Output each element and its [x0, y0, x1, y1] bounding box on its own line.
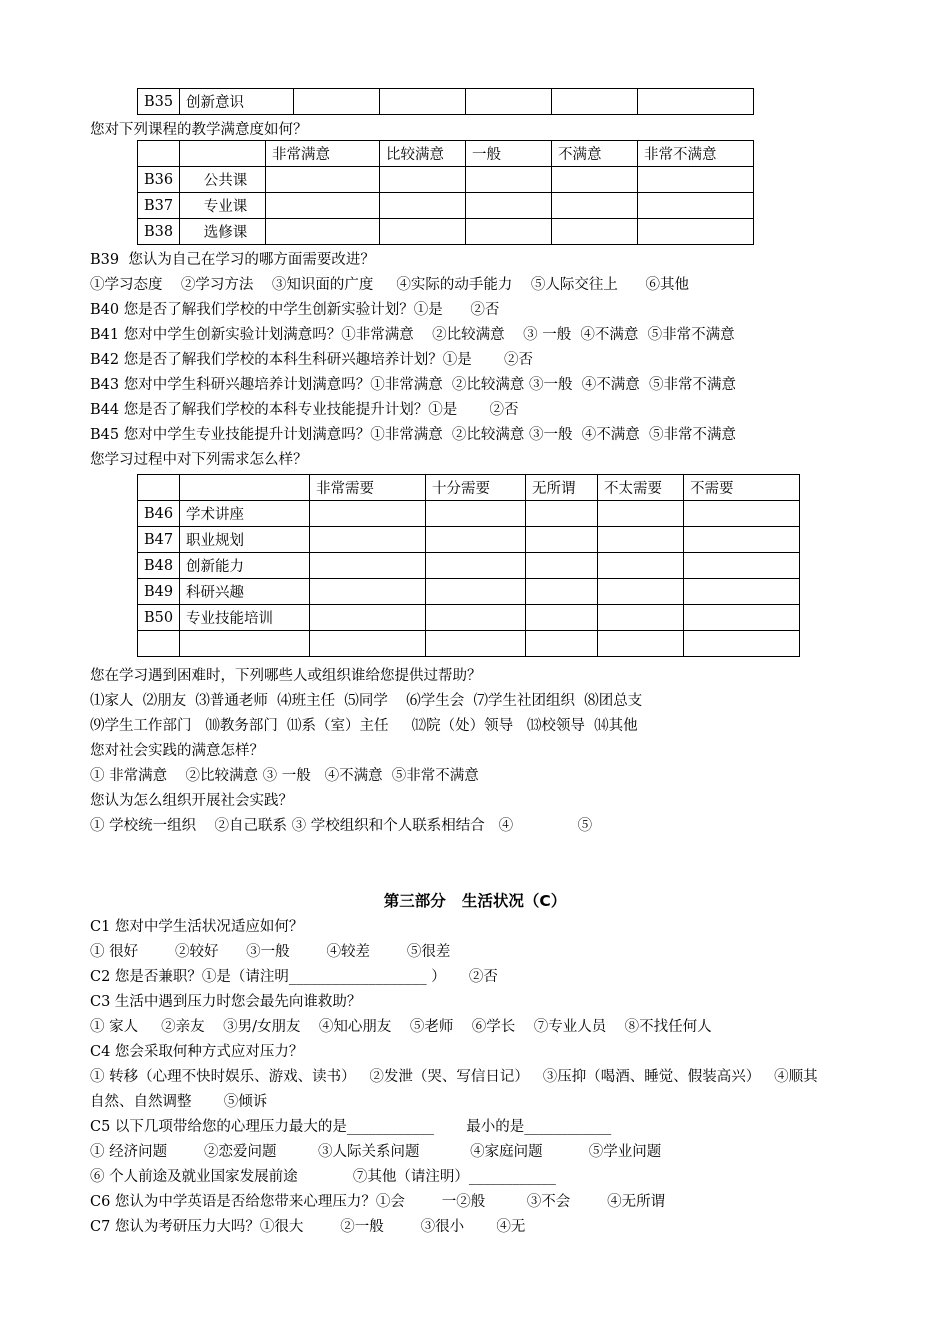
options-c5-line2[interactable]: ⑥ 个人前途及就业国家发展前途 ⑦其他（请注明）____________ [90, 1169, 556, 1185]
help-question: 您在学习遇到困难时，下列哪些人或组织谁给您提供过帮助？ [90, 668, 482, 684]
question-b42[interactable]: B42 您是否了解我们学校的本科生科研兴趣培养计划？①是 ②否 [90, 352, 533, 368]
answer-cell[interactable] [266, 193, 380, 219]
answer-cell[interactable] [310, 579, 426, 605]
answer-cell[interactable] [266, 219, 380, 245]
row-code: B38 [138, 219, 180, 245]
table-header-row [138, 475, 800, 501]
question-b41[interactable]: B41 您对中学生创新实验计划满意吗？①非常满意 ②比较满意 ③ 一般 ④不满意 ⑤非常不满意 [90, 327, 735, 343]
practice-organize-question: 您认为怎么组织开展社会实践？ [90, 793, 293, 809]
column-header: 无所谓 [526, 475, 598, 501]
course-satisfaction-question: 您对下列课程的教学满意度如何？ [90, 122, 308, 138]
answer-cell[interactable] [684, 501, 800, 527]
options-b39[interactable]: ①学习态度 ②学习方法 ③知识面的广度 ④实际的动手能力 ⑤人际交往上 ⑥其他 [90, 277, 690, 293]
answer-cell[interactable] [684, 579, 800, 605]
answer-cell[interactable] [638, 89, 754, 115]
answer-cell[interactable] [598, 553, 684, 579]
answer-cell[interactable] [310, 605, 426, 631]
row-code: B46 [138, 501, 180, 527]
answer-cell[interactable] [426, 501, 526, 527]
row-code: B35 [138, 89, 180, 115]
row-code [138, 631, 180, 657]
table-header-row [138, 141, 754, 167]
options-c4-line1[interactable]: ① 转移（心理不快时娱乐、游戏、读书） ②发泄（哭、写信日记） ③压抑（喝酒、睡觉、假装高兴） ④顺其 [90, 1069, 818, 1085]
question-b44[interactable]: B44 您是否了解我们学校的本科专业技能提升计划？①是 ②否 [90, 402, 519, 418]
help-options-1[interactable]: ⑴家人 ⑵朋友 ⑶普通老师 ⑷班主任 ⑸同学 ⑹学生会 ⑺学生社团组织 ⑻团总支 [90, 693, 643, 709]
answer-cell[interactable] [380, 219, 466, 245]
answer-cell[interactable] [526, 553, 598, 579]
row-item: 科研兴趣 [180, 579, 310, 605]
answer-cell[interactable] [380, 89, 466, 115]
answer-cell[interactable] [552, 193, 638, 219]
column-header: 不需要 [684, 475, 800, 501]
answer-cell[interactable] [310, 527, 426, 553]
column-header: 不太需要 [598, 475, 684, 501]
answer-cell[interactable] [466, 167, 552, 193]
answer-cell[interactable] [638, 193, 754, 219]
row-item: 职业规划 [180, 527, 310, 553]
answer-cell[interactable] [598, 605, 684, 631]
row-item: 创新意识 [180, 89, 294, 115]
column-header: 非常不满意 [638, 141, 754, 167]
answer-cell[interactable] [598, 527, 684, 553]
answer-cell[interactable] [426, 553, 526, 579]
row-code: B49 [138, 579, 180, 605]
question-c7[interactable]: C7 您认为考研压力大吗？①很大 ②一般 ③很小 ④无 [90, 1219, 526, 1235]
answer-cell[interactable] [466, 193, 552, 219]
answer-cell[interactable] [466, 219, 552, 245]
answer-cell[interactable] [684, 527, 800, 553]
row-item: 学术讲座 [180, 501, 310, 527]
row-code: B47 [138, 527, 180, 553]
answer-cell[interactable] [526, 605, 598, 631]
answer-cell[interactable] [598, 501, 684, 527]
table-row [138, 605, 800, 631]
answer-cell[interactable] [552, 167, 638, 193]
column-header: 非常满意 [266, 141, 380, 167]
row-code: B36 [138, 167, 180, 193]
row-item: 公共课 [180, 167, 266, 193]
table-row [138, 501, 800, 527]
options-c4-line2[interactable]: 自然、自然调整 ⑤倾诉 [90, 1094, 268, 1110]
answer-cell[interactable] [638, 219, 754, 245]
practice-satisfaction-question: 您对社会实践的满意怎样？ [90, 743, 264, 759]
answer-cell[interactable] [684, 631, 800, 657]
answer-cell[interactable] [310, 501, 426, 527]
answer-cell[interactable] [380, 167, 466, 193]
answer-cell[interactable] [426, 605, 526, 631]
question-c4: C4 您会采取何种方式应对压力？ [90, 1044, 304, 1060]
options-c3[interactable]: ① 家人 ②亲友 ③男/女朋友 ④知心朋友 ⑤老师 ⑥学长 ⑦专业人员 ⑧不找任何人 [90, 1019, 712, 1035]
row-code: B48 [138, 553, 180, 579]
answer-cell[interactable] [638, 167, 754, 193]
help-options-2[interactable]: ⑼学生工作部门 ⑽教务部门 ⑾系（室）主任 ⑿院（处）领导 ⒀校领导 ⒁其他 [90, 718, 638, 734]
answer-cell[interactable] [426, 527, 526, 553]
row-item [180, 631, 310, 657]
question-c5[interactable]: C5 以下几项带给您的心理压力最大的是____________ 最小的是____________ [90, 1119, 612, 1135]
course-satisfaction-table [137, 140, 754, 245]
table-row [138, 219, 754, 245]
options-c5-line1[interactable]: ① 经济问题 ②恋爱问题 ③人际关系问题 ④家庭问题 ⑤学业问题 [90, 1144, 662, 1160]
row-code: B37 [138, 193, 180, 219]
answer-cell[interactable] [380, 193, 466, 219]
answer-cell[interactable] [598, 579, 684, 605]
practice-satisfaction-options[interactable]: ① 非常满意 ②比较满意 ③ 一般 ④不满意 ⑤非常不满意 [90, 768, 479, 784]
answer-cell[interactable] [684, 553, 800, 579]
section-c-heading: 第三部分 生活状况（C） [383, 892, 567, 910]
question-b39: B39 您认为自己在学习的哪方面需要改进？ [90, 252, 375, 268]
answer-cell[interactable] [526, 631, 598, 657]
practice-organize-options[interactable]: ① 学校统一组织 ②自己联系 ③ 学校组织和个人联系相结合 ④ ⑤ [90, 818, 593, 834]
answer-cell[interactable] [684, 605, 800, 631]
answer-cell[interactable] [266, 167, 380, 193]
row-item: 专业技能培训 [180, 605, 310, 631]
column-header: 一般 [466, 141, 552, 167]
row-item: 专业课 [180, 193, 266, 219]
row-item: 创新能力 [180, 553, 310, 579]
row-code: B50 [138, 605, 180, 631]
row-item: 选修课 [180, 219, 266, 245]
column-header: 比较满意 [380, 141, 466, 167]
table-row [138, 553, 800, 579]
column-header: 非常需要 [310, 475, 426, 501]
needs-question: 您学习过程中对下列需求怎么样？ [90, 452, 308, 468]
answer-cell[interactable] [294, 89, 380, 115]
learning-needs-table [137, 474, 800, 657]
question-c6[interactable]: C6 您认为中学英语是否给您带来心理压力？①会 一②般 ③不会 ④无所谓 [90, 1194, 666, 1210]
question-b43[interactable]: B43 您对中学生科研兴趣培养计划满意吗？①非常满意 ②比较满意 ③一般 ④不满意 ⑤非常不满意 [90, 377, 736, 393]
answer-cell[interactable] [552, 219, 638, 245]
answer-cell[interactable] [552, 89, 638, 115]
table-row [138, 89, 754, 115]
table-row [138, 193, 754, 219]
question-c3: C3 生活中遇到压力时您会最先向谁救助？ [90, 994, 362, 1010]
table-row [138, 167, 754, 193]
answer-cell[interactable] [526, 527, 598, 553]
answer-cell[interactable] [310, 553, 426, 579]
column-header: 十分需要 [426, 475, 526, 501]
answer-cell[interactable] [526, 501, 598, 527]
question-c1: C1 您对中学生活状况适应如何？ [90, 919, 304, 935]
table-row [138, 527, 800, 553]
table-row [138, 631, 800, 657]
answer-cell[interactable] [526, 579, 598, 605]
answer-cell[interactable] [426, 579, 526, 605]
question-b40[interactable]: B40 您是否了解我们学校的中学生创新实验计划？①是 ②否 [90, 302, 500, 318]
column-header: 不满意 [552, 141, 638, 167]
options-c1[interactable]: ① 很好 ②较好 ③一般 ④较差 ⑤很差 [90, 944, 451, 960]
answer-cell[interactable] [598, 631, 684, 657]
answer-cell[interactable] [310, 631, 426, 657]
answer-cell[interactable] [466, 89, 552, 115]
satisfaction-table-continued [137, 88, 754, 115]
answer-cell[interactable] [426, 631, 526, 657]
question-b45[interactable]: B45 您对中学生专业技能提升计划满意吗？①非常满意 ②比较满意 ③一般 ④不满意 ⑤非常不满意 [90, 427, 736, 443]
question-c2[interactable]: C2 您是否兼职？①是（请注明___________________ ） ②否 [90, 969, 498, 985]
table-row [138, 579, 800, 605]
